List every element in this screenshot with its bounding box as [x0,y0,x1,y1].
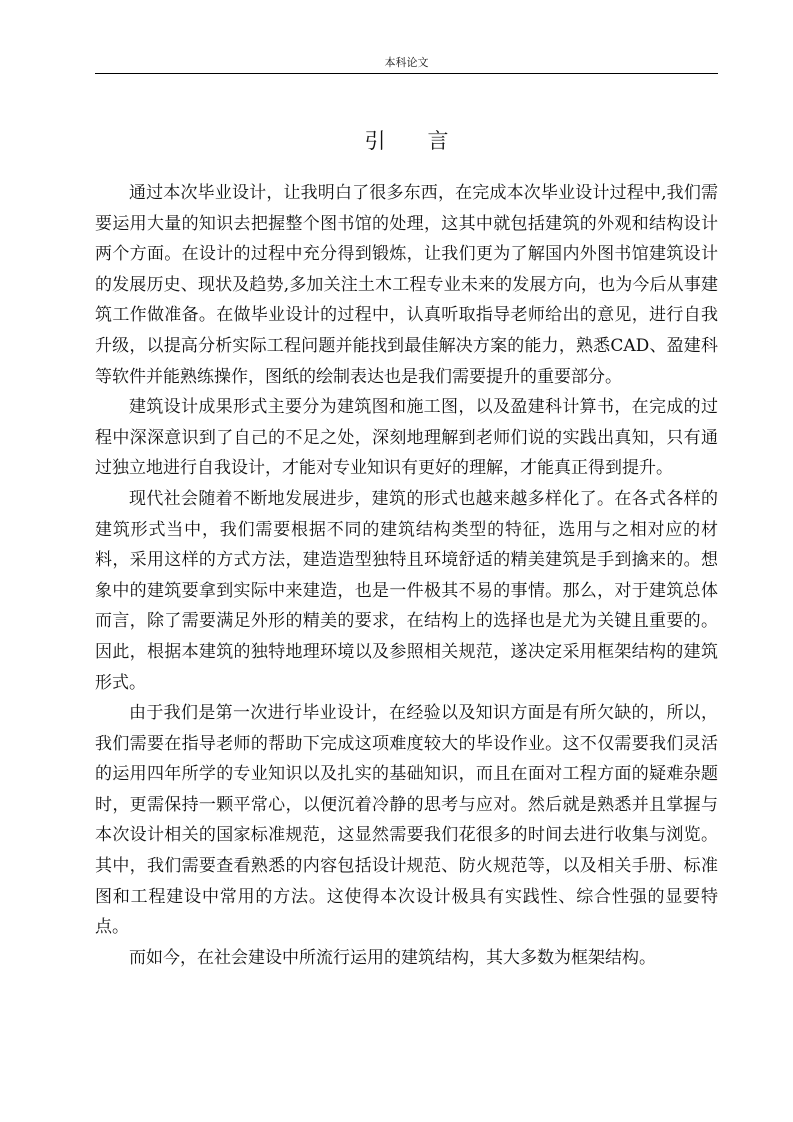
paragraph-3: 现代社会随着不断地发展进步，建筑的形式也越来越多样化了。在各式各样的建筑形式当中，我们需要根据不同的建筑结构类型的特征，选用与之相对应的材料，采用这样的方式方法，建造造型独特且环境舒适的精美建筑是手到擒来的。想象中的建筑要拿到实际中来建造，也是一件极其不易的事情。那么，对于建筑总体而言，除了需要满足外形的精美的要求，在结构上的选择也是尤为关键且重要的。因此，根据本建筑的独特地理环境以及参照相关规范，遂决定采用框架结构的建筑形式。 [95,488,718,693]
body-text [95,178,718,973]
paragraph-5: 而如今，在社会建设中所流行运用的建筑结构，其大多数为框架结构。 [129,947,656,968]
paragraph-1: 通过本次毕业设计，让我明白了很多东西，在完成本次毕业设计过程中,我们需要运用大量的知识去把握整个图书馆的处理，这其中就包括建筑的外观和结构设计两个方面。在设计的过程中充分得到锻炼，让我们更为了解国内外图书馆建筑设计的发展历史、现状及趋势,多加关注土木工程专业未来的发展方向，也为今后从事建筑工作做准备。在做毕业设计的过程中，认真听取指导老师给出的意见，进行自我升级，以提高分析实际工程问题并能找到最佳解决方案的能力，熟悉CAD、盈建科等软件并能熟练操作，图纸的绘制表达也是我们需要提升的重要部分。 [95,183,718,387]
header-rule [95,73,718,74]
paragraph-4: 由于我们是第一次进行毕业设计，在经验以及知识方面是有所欠缺的，所以，我们需要在指导老师的帮助下完成这项难度较大的毕设作业。这不仅需要我们灵活的运用四年所学的专业知识以及扎实的基础知识，而且在面对工程方面的疑难杂题时，更需保持一颗平常心，以便沉着冷静的思考与应对。然后就是熟悉并且掌握与本次设计相关的国家标准规范，这显然需要我们花很多的时间去进行收集与浏览。其中，我们需要查看熟悉的内容包括设计规范、防火规范等，以及相关手册、标准图和工程建设中常用的方法。这使得本次设计极具有实践性、综合性强的显要特点。 [95,703,718,938]
section-title: 引言 [364,129,491,153]
paragraph-2: 建筑设计成果形式主要分为建筑图和施工图，以及盈建科计算书，在完成的过程中深深意识到了自己的不足之处，深刻地理解到老师们说的实践出真知，只有通过独立地进行自我设计，才能对专业知识有更好的理解，才能真正得到提升。 [95,397,718,479]
page-header: 本科论文 [384,56,429,69]
